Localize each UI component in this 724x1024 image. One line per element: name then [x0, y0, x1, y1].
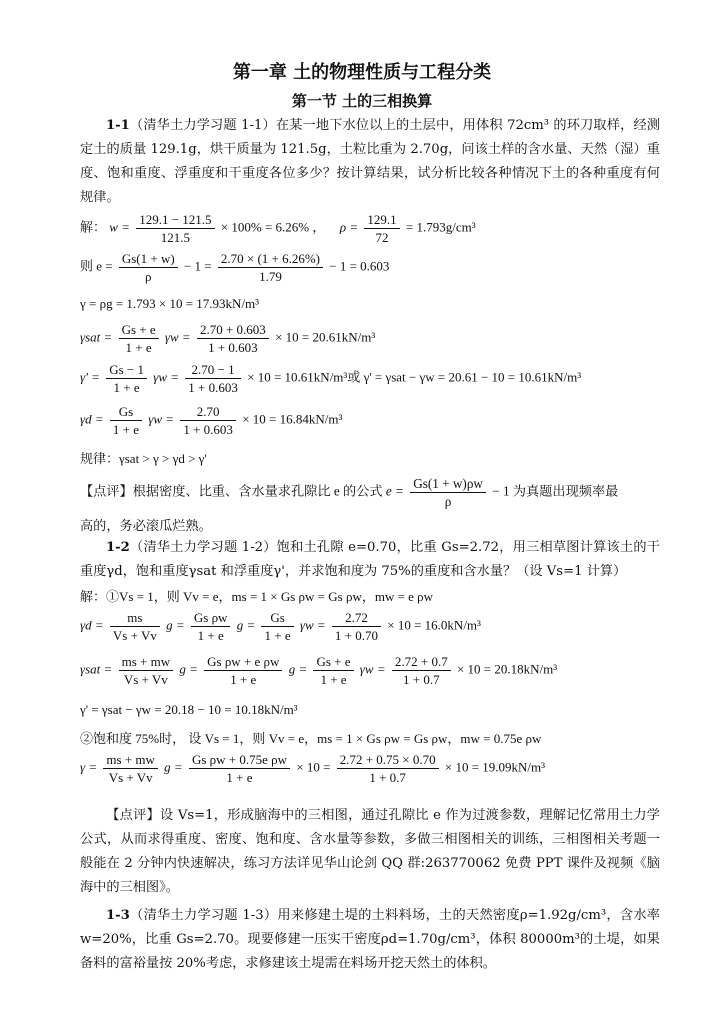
chapter-title: 第一章 土的物理性质与工程分类 [232, 62, 492, 83]
problem-text: （清华土力学习题 1-2）饱和土孔隙 e=0.70，比重 Gs=2.72，用三相草图计算该土的干重度γd，饱和重度γsat 和浮重度γ'，并求饱和度为 75%的重度和含水量？（设 Vs=1 计算） [80, 540, 660, 579]
problem-number: 1-1 [106, 118, 130, 133]
fraction: $\frac{2.72 + 0.75 \times 0.70}{1 + 0.7}$ [337, 752, 439, 785]
fraction: $\frac{2.70 + 0.603}{1 + 0.603}$ [197, 322, 269, 355]
comment-1-line2: 高的，务必滚瓜烂熟。 [80, 518, 212, 533]
problem-text: （清华土力学习题 1-3）用来修建土堤的土料料场，土的天然密度ρ=1.92g/cm³，含水率 w=20%，比重 Gs=2.70。现要修建一压实干密度ρd=1.70g/cm³，体积 80000m³的土堤，如果备料的富裕量按 20%考虑，求修建该土堤需在料场开挖天然土的体积。 [80, 908, 660, 971]
eq-w-rho: 解： w = $\frac{129.1 - 121.5}{121.5}$ × 100% = 6.26% ， ρ = $\frac{129.1}{72}$ = 1.793g/cm³ [80, 212, 476, 245]
fraction: $\frac{2.70 - 1}{1 + 0.603}$ [185, 362, 241, 395]
fraction: $\frac{ms + mw}{Vs + Vv}$ [103, 752, 158, 785]
fraction: $\frac{Gs - 1}{1 + e}$ [106, 362, 147, 395]
fraction: $\frac{\text{Gs ρw + e ρw}}{1 + e}$ [204, 654, 282, 687]
comment-2: 【点评】设 Vs=1，形成脑海中的三相图，通过孔隙比 e 作为过渡参数，理解记忆常用土力学公式，从而求得重度、密度、饱和度、含水量等参数，多做三相图相关的训练，三相图相关考题一般能在 2 分钟内快速解决，练习方法详见华山论剑 QQ 群:263770062 免费 PPT 课件及视频《脑海中的三相图》。 [80, 808, 660, 895]
section-title: 第一节 土的三相换算 [291, 92, 433, 110]
eq-saturation-75: ②饱和度 75%时， 设 Vs = 1，则 Vv = e，ms = 1 × Gs ρw = Gs ρw，mw = 0.75e ρw [80, 731, 542, 746]
problem-1-3 [80, 904, 660, 976]
fraction: $\frac{Gs}{1 + e}$ [110, 404, 142, 437]
eq-gamma-buoyant-2: γ' = γsat − γw = 20.18 − 10 = 10.18kN/m³ [80, 702, 298, 717]
eq-gamma-dry-2: γd = $\frac{ms}{Vs + Vv}$ g = $\frac{\text{Gs ρw}}{1 + e}$ g = $\frac{Gs}{1 + e}$ γw = $\frac{2.72}{1 + 0.70}$ × 10 = 16.0kN/m³ [80, 610, 481, 643]
fraction: $\frac{129.1}{72}$ [364, 212, 399, 245]
eq-e: 则 e = $\frac{Gs(1 + w)}{\rho}$ − 1 = $\frac{2.70 \times (1 + 6.26\%)}{1.79}$ − 1 = 0.603 [80, 251, 390, 284]
eq-gamma: γ = ρg = 1.793 × 10 = 17.93kN/m³ [80, 296, 260, 311]
eq-gamma-sat-2: γsat = $\frac{ms + mw}{Vs + Vv}$ g = $\frac{\text{Gs ρw + e ρw}}{1 + e}$ g = $\frac{Gs + e}{1 + e}$ γw = $\frac{2.72 + 0.7}{1 + 0.7}$ × 10 = 20.18kN/m³ [80, 654, 558, 687]
fraction: $\frac{\text{Gs ρw + 0.75e ρw}}{1 + e}$ [189, 752, 290, 785]
problem-number: 1-2 [106, 540, 130, 555]
fraction: $\frac{ms + mw}{Vs + Vv}$ [119, 654, 174, 687]
fraction: $\frac{Gs}{1 + e}$ [261, 610, 293, 643]
fraction: $\frac{2.72}{1 + 0.70}$ [332, 610, 381, 643]
problem-text: （清华土力学习题 1-1）在某一地下水位以上的土层中，用体积 72cm³ 的环刀取样，经测定土的质量 129.1g，烘干质量为 121.5g，土粒比重为 2.70g，问该土样的含水量、天然（湿）重度、饱和重度、浮重度和干重度各位多少？按计算结果，试分析比较各种情况下土的各种重度有何规律。 [80, 118, 660, 205]
fraction: $\frac{129.1 - 121.5}{121.5}$ [136, 212, 214, 245]
eq-assume: 解：①Vs = 1，则 Vv = e，ms = 1 × Gs ρw = Gs ρw，mw = e ρw [80, 589, 434, 604]
problem-1-2 [80, 536, 660, 584]
eq-gamma-75: γ = $\frac{ms + mw}{Vs + Vv}$ g = $\frac{\text{Gs ρw + 0.75e ρw}}{1 + e}$ × 10 = $\frac{2.72 + 0.75 \times 0.70}{1 + 0.7}$ × 10 = 19.09kN/m³ [80, 752, 546, 785]
problem-1-1 [80, 114, 660, 210]
fraction: $\frac{2.70 \times (1 + 6.26\%)}{1.79}$ [218, 251, 323, 284]
fraction: $\frac{\text{Gs ρw}}{1 + e}$ [191, 610, 231, 643]
fraction: $\frac{2.72 + 0.7}{1 + 0.7}$ [392, 654, 451, 687]
eq-gamma-sat: γsat = $\frac{Gs + e}{1 + e}$ γw = $\frac{2.70 + 0.603}{1 + 0.603}$ × 10 = 20.61kN/m³ [80, 322, 376, 355]
fraction: $\frac{Gs(1 + w)\rho w}{\rho}$ [410, 476, 486, 509]
eq-gamma-dry: γd = $\frac{Gs}{1 + e}$ γw = $\frac{2.70}{1 + 0.603}$ × 10 = 16.84kN/m³ [80, 404, 343, 437]
fraction: $\frac{Gs + e}{1 + e}$ [119, 322, 159, 355]
rule-line: 规律：γsat > γ > γd > γ' [80, 451, 207, 466]
problem-number: 1-3 [106, 908, 130, 923]
comment-1: 【点评】根据密度、比重、含水量求孔隙比 e 的公式 e = $\frac{Gs(1 + w)\rho w}{\rho}$ − 1 为真题出现频率最 [80, 476, 619, 509]
fraction: $\frac{2.70}{1 + 0.603}$ [180, 404, 236, 437]
eq-gamma-buoyant: γ' = $\frac{Gs - 1}{1 + e}$ γw = $\frac{2.70 - 1}{1 + 0.603}$ × 10 = 10.61kN/m³或 γ' = γsat − γw = 20.61 − 10 = 10.61kN/m³ [80, 362, 582, 395]
fraction: $\frac{Gs + e}{1 + e}$ [313, 654, 353, 687]
fraction: $\frac{Gs(1 + w)}{\rho}$ [119, 251, 178, 284]
fraction: $\frac{ms}{Vs + Vv}$ [110, 610, 160, 643]
